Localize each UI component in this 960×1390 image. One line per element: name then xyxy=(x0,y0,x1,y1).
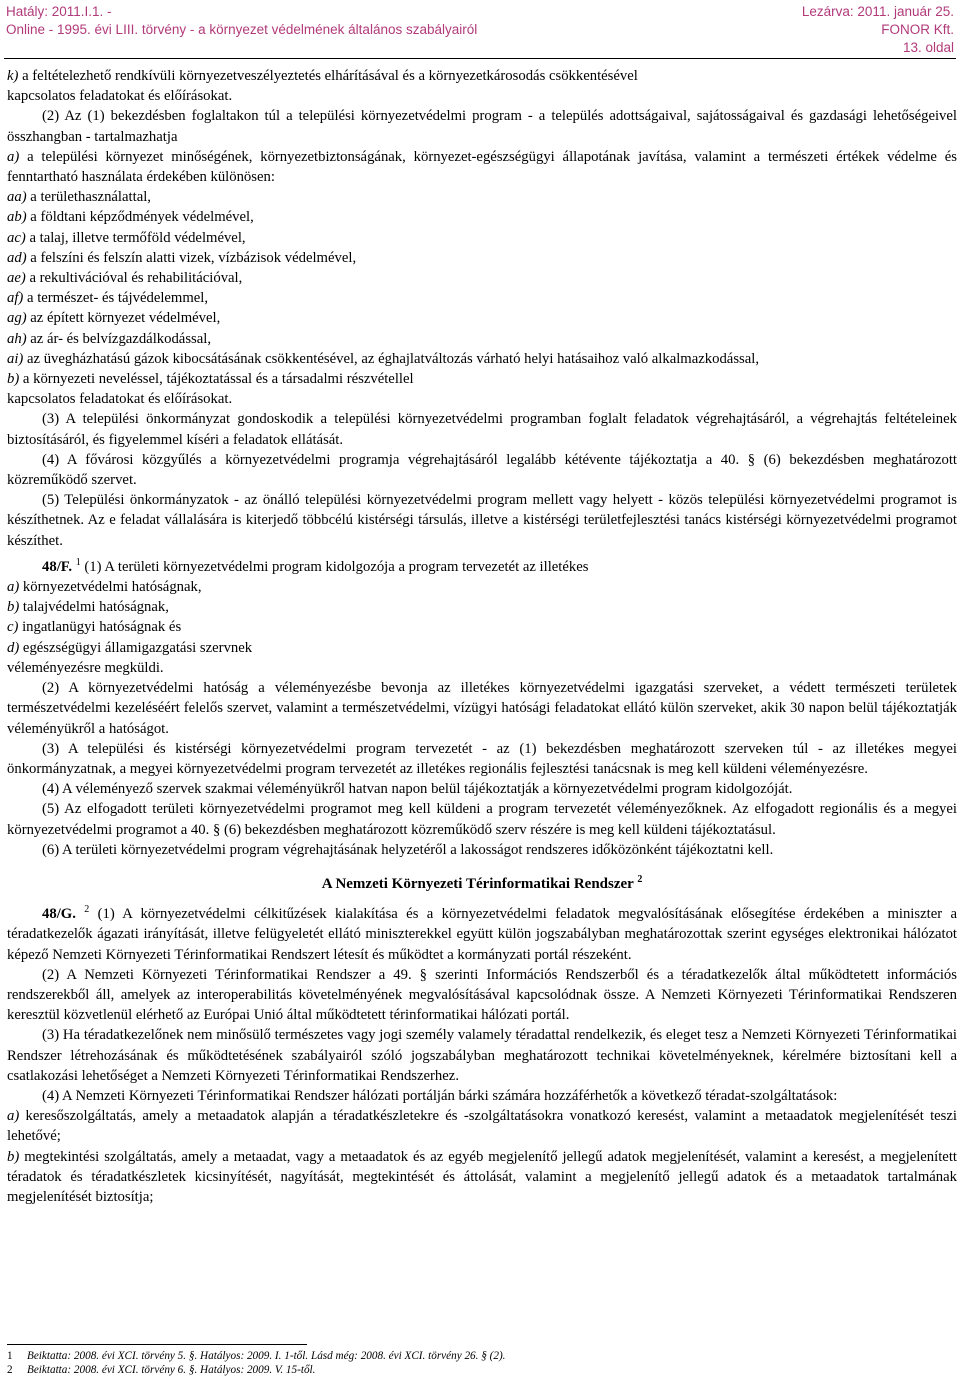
footnote-divider xyxy=(7,1344,307,1345)
document-body xyxy=(7,66,957,1207)
list-item xyxy=(7,207,957,227)
heading-text: A Nemzeti Környezeti Térinformatikai Rendszer xyxy=(321,875,634,892)
list-item xyxy=(7,228,957,248)
list-item xyxy=(7,369,957,389)
item-text: a talaj, illetve termőföld védelmével, xyxy=(25,229,246,246)
footnote xyxy=(7,1349,957,1363)
list-item xyxy=(7,308,957,328)
list-item xyxy=(7,268,957,288)
list-item xyxy=(7,248,957,268)
paragraph: (4) A Nemzeti Környezeti Térinformatikai Rendszer hálózati portálján bárki számára hozzáférhetők a következő téradat-szolgáltatások: xyxy=(42,1087,838,1104)
item-text: ingatlanügyi hatóságnak és xyxy=(18,619,182,636)
paragraph: (3) Ha téradatkezelőnek nem minősülő természetes vagy jogi személy valamely téradattal rendelkezik, és eleget tesz a Nemzeti Környezeti Térinformatikai Rendszer létrehozásának és működtetésének szabályairól szóló jogszabályban meghatározott technikai követelményeknek, kérelmére biztosítani kell a csatlakozási lehetőséget a Nemzeti Környezeti Térinformatikai Rendszerhez. xyxy=(7,1027,957,1084)
header-divider xyxy=(4,58,956,59)
paragraph: (3) A települési és kistérségi környezetvédelmi program tervezetét - az (1) bekezdésben meghatározott szerveken túl - az illetékes megyei önkormányzatnak, a megyei környezetvédelmi program tervezetét az illetékes regionális fejlesztési tanácsnak is meg kell küldeni véleményezésre. xyxy=(7,740,957,777)
item-text: az épített környezet védelmével, xyxy=(26,310,221,327)
footnote-ref: 1 xyxy=(75,556,81,568)
item-key: ab) xyxy=(7,209,27,226)
footnote-number: 1 xyxy=(7,1350,13,1362)
item-key: aa) xyxy=(7,189,27,206)
item-key: c) xyxy=(7,619,19,636)
item-text: a települési környezet minőségének, környezetbiztonságának, környezet-egészségügyi állapotának javítása, valamint a természeti értékek védelme és fenntartható használata érdekében különösen: xyxy=(7,148,957,186)
item-key: ag) xyxy=(7,310,27,327)
section-text: (1) A környezetvédelmi célkitűzések kialakítása és a környezetvédelmi feladatok megvalósításának elősegítése érdekében a miniszter a téradatkezelők ágazati irányítását, illetve felügyeletét ellátó miniszterekkel együtt külön jogszabályban meghatározottak szerint egységes elektronikai hálózatot képező Nemzeti Környezeti Térinformatikai Rendszert létesít és működtet a kormányzati portál részeként. xyxy=(7,906,957,963)
list-item xyxy=(7,617,957,637)
item-key: ai) xyxy=(7,350,24,367)
item-key: ah) xyxy=(7,330,27,347)
section-48f xyxy=(7,557,957,577)
paragraph xyxy=(7,1147,957,1208)
item-key: af) xyxy=(7,290,24,307)
paragraph: kapcsolatos feladatokat és előírásokat. xyxy=(7,88,233,105)
item-text: a környezeti neveléssel, tájékoztatással és a társadalmi részvétellel xyxy=(19,371,414,388)
list-item xyxy=(7,597,957,617)
section-heading xyxy=(7,874,957,894)
list-item xyxy=(7,288,957,308)
section-title: 48/F. xyxy=(42,558,73,575)
paragraph: kapcsolatos feladatokat és előírásokat. xyxy=(7,391,233,408)
footnote-ref: 2 xyxy=(637,873,643,885)
item-text: a rekultivációval és rehabilitációval, xyxy=(25,270,243,287)
paragraph xyxy=(7,147,957,187)
item-key: ad) xyxy=(7,249,27,266)
paragraph: (2) A környezetvédelmi hatóság a véleményezésbe bevonja az illetékes környezetvédelmi igazgatási szerveket, a védett természeti területek természetvédelmi kezeléséért felelős szervet, valamint a természetvédelmi, vízügyi hatósági feladatokat ellátó külön szerveket, akik 30 napon belül tájékoztatják véleményükről a hatóságot. xyxy=(7,680,957,737)
item-text: a felszíni és felszín alatti vizek, vízbázisok védelmével, xyxy=(26,249,357,266)
footnote xyxy=(7,1363,957,1377)
list-item xyxy=(7,329,957,349)
footnotes xyxy=(7,1349,957,1377)
footnote-text: Beiktatta: 2008. évi XCI. törvény 5. §. Hatályos: 2009. I. 1-től. Lásd még: 2008. évi XCI. törvény 26. § (2). xyxy=(27,1350,506,1362)
item-text: az ár- és belvízgazdálkodással, xyxy=(26,330,212,347)
header-closed-date: Lezárva: 2011. január 25. xyxy=(801,4,954,19)
paragraph: (3) A települési önkormányzat gondoskodik a települési környezetvédelmi programban foglalt feladatok végrehajtásáról, a végrehajtás feltételeinek biztosításáról, és figyelemmel kíséri a feladatok ellátását. xyxy=(7,411,957,448)
item-text: megtekintési szolgáltatás, amely a metaadat, vagy a metaadatok és az egyéb megjelenítő jellegű adatok megjelenítését, valamint a keresést, a megjelenített téradatok és téradatkészletek kicsinyítését, nagyítását, megtekintését és áttolását, valamint a megjelenítő jellegű adatok és a metaadatok tartalmának megjelenítését biztosítja; xyxy=(7,1148,957,1205)
paragraph: (5) Települési önkormányzatok - az önálló települési környezetvédelmi program mellett vagy helyett - közös települési környezetvédelmi programot is készíthetnek. Az e feladat vállalására is kiterjedő többcélú kistérségi társulás, illetve a kistérségi területfejlesztési tanács kistérségi környezetvédelmi programot készíthet. xyxy=(7,492,957,549)
footnote-text: Beiktatta: 2008. évi XCI. törvény 6. §. Hatályos: 2009. V. 15-től. xyxy=(27,1364,316,1376)
item-text: környezetvédelmi hatóságnak, xyxy=(19,579,202,596)
paragraph: (4) A fővárosi közgyűlés a környezetvédelmi programja végrehajtásáról legalább kétévente tájékoztatja a 40. § (6) bekezdésben meghatározott közreműködő szervet. xyxy=(7,451,957,489)
item-key: a) xyxy=(7,148,20,165)
item-key: b) xyxy=(7,1148,20,1165)
header-law-title: Online - 1995. évi LIII. törvény - a környezet védelmének általános szabályairól xyxy=(6,22,478,37)
paragraph xyxy=(7,66,957,86)
item-key: d) xyxy=(7,639,20,656)
header-effective-date: Hatály: 2011.I.1. - xyxy=(6,4,112,19)
header-page-number: 13. oldal xyxy=(902,40,954,55)
footnote-ref: 2 xyxy=(84,904,90,916)
paragraph: (2) Az (1) bekezdésben foglaltakon túl a települési környezetvédelmi program - a település adottságaival, sajátosságaival és gazdasági lehetőségeivel összhangban - tartalmazhatja xyxy=(7,108,957,145)
item-key: a) xyxy=(7,579,20,596)
section-48g xyxy=(7,904,957,965)
item-text: egészségügyi államigazgatási szervnek xyxy=(19,639,253,656)
page-header xyxy=(0,0,960,55)
section-text: (1) A területi környezetvédelmi program kidolgozója a program tervezetét az illetékes xyxy=(80,558,589,575)
header-publisher: FONOR Kft. xyxy=(881,22,954,37)
list-item xyxy=(7,638,957,658)
paragraph: (2) A Nemzeti Környezeti Térinformatikai Rendszer a 49. § szerinti Információs Rendszerből és a téradatkezelők által működtetett információs rendszerekből áll, amelyek az interoperabilitás követelményének megvalósításával kapcsolódnak össze. A Nemzeti Környezeti Térinformatikai Rendszeren keresztül közvetlenül elérhető az Európai Unió által működtetett térinformatikai hálózati portál. xyxy=(7,966,957,1024)
paragraph: véleményezésre megküldi. xyxy=(7,659,164,676)
item-key: ae) xyxy=(7,270,26,287)
paragraph: (6) A területi környezetvédelmi program végrehajtásának helyzetéről a lakosságot rendszeres időközönként tájékoztatni kell. xyxy=(42,841,774,858)
item-text: a természet- és tájvédelemmel, xyxy=(23,290,209,307)
paragraph xyxy=(7,1106,957,1146)
list-item xyxy=(7,187,957,207)
paragraph: (4) A véleményező szervek szakmai véleményükről hatvan napon belül tájékoztatják a környezetvédelmi program kidolgozóját. xyxy=(42,781,793,798)
item-key: ac) xyxy=(7,229,26,246)
item-text: keresőszolgáltatás, amely a metaadatok alapján a téradatkészletekre és -szolgáltatásokra vonatkozó keresést, valamint a metaadatok megjelenítését teszi lehetővé; xyxy=(7,1108,957,1145)
footnote-number: 2 xyxy=(7,1364,13,1376)
item-key: b) xyxy=(7,599,20,616)
item-key: a) xyxy=(7,1108,20,1125)
list-item xyxy=(7,349,957,369)
item-text: a feltételezhető rendkívüli környezetveszélyeztetés elhárításával és a környezetkárosodás csökkentésével xyxy=(18,68,638,84)
item-text: a területhasználattal, xyxy=(26,189,151,206)
item-text: talajvédelmi hatóságnak, xyxy=(19,599,169,616)
paragraph: (5) Az elfogadott területi környezetvédelmi programot meg kell küldeni a program tervezetét véleményezőknek. Az elfogadott regionális és a megyei környezetvédelmi programot a 40. § (6) bekezdésben meghatározott közreműködő szerv részére is meg kell küldeni tájékoztatásul. xyxy=(7,801,957,838)
item-key: k) xyxy=(7,68,19,84)
item-key: b) xyxy=(7,371,20,388)
item-text: az üvegházhatású gázok kibocsátásának csökkentésével, az éghajlatváltozás várható helyi hatásaihoz való alkalmazkodással, xyxy=(23,350,760,367)
list-item xyxy=(7,577,957,597)
item-text: a földtani képződmények védelmével, xyxy=(26,209,254,226)
section-title: 48/G. xyxy=(42,906,76,923)
